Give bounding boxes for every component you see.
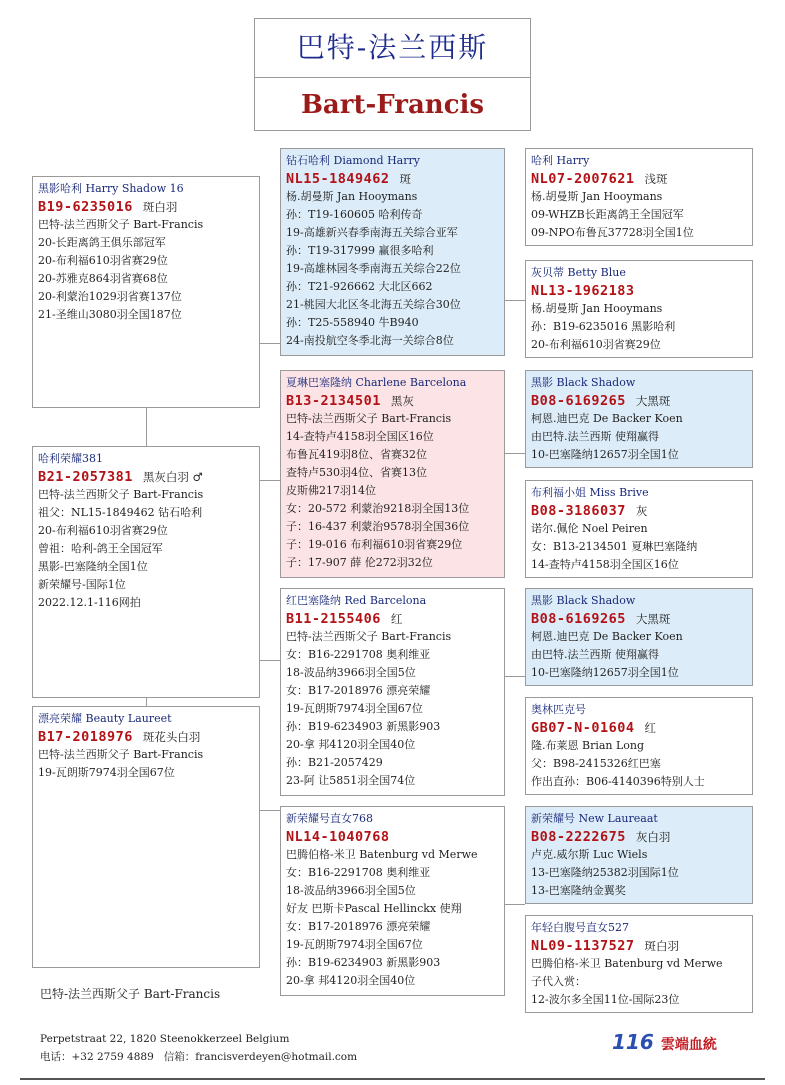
- info-line: 孙：T19-160605 哈利传奇: [286, 208, 423, 221]
- ring-number: NL14-1040768: [286, 829, 390, 845]
- ring-number: B11-2155406 红: [286, 611, 403, 627]
- info-line: 巴腾伯格-米卫 Batenburg vd Merwe: [286, 848, 478, 861]
- info-line: 布鲁瓦419羽8位、省赛32位: [286, 448, 427, 461]
- info-line: 由巴特.法兰西斯 使翔赢得: [531, 648, 659, 661]
- info-line: 20-长距离鸽王俱乐部冠军: [38, 236, 166, 249]
- dam-card: [32, 706, 260, 968]
- info-line: 19-瓦朗斯7974羽全国67位: [286, 702, 423, 715]
- info-line: 19-瓦朗斯7974羽全国67位: [38, 766, 175, 779]
- info-line: 隆.布莱恩 Brian Long: [531, 739, 645, 752]
- connector-line: [146, 408, 147, 446]
- ring-number: GB07-N-01604 红: [531, 720, 657, 736]
- info-line: 查特卢530羽4位、省赛13位: [286, 466, 427, 479]
- info-line: 曾祖：哈利-鸽王全国冠军: [38, 542, 163, 555]
- info-line: 柯恩.迪巴克 De Backer Koen: [531, 630, 683, 643]
- pigeon-name: 新荣耀号 New Laureaat: [531, 812, 658, 825]
- info-line: 女：B16-2291708 奥利维亚: [286, 866, 431, 879]
- info-line: 12-波尔多全国11位-国际23位: [531, 993, 680, 1006]
- ring-number: B13-2134501 黑灰: [286, 393, 414, 409]
- connector-line: [146, 698, 147, 706]
- connector-line: [260, 480, 280, 481]
- pigeon-name: 新荣耀号直女768: [286, 812, 373, 825]
- ring-number: NL07-2007621 浅斑: [531, 171, 668, 187]
- sss-card: [525, 148, 753, 246]
- info-line: 18-波品纳3966羽全国5位: [286, 666, 416, 679]
- info-line: 20-布利福610羽省赛29位: [531, 338, 661, 351]
- info-line: 孙：B19-6234903 新黑影903: [286, 956, 441, 969]
- info-line: 14-查特卢4158羽全国区16位: [286, 430, 434, 443]
- pigeon-name: 哈利 Harry: [531, 154, 590, 167]
- pigeon-name: 黑影 Black Shadow: [531, 376, 636, 389]
- info-line: 皮斯佛217羽14位: [286, 484, 376, 497]
- info-line: 杨.胡曼斯 Jan Hooymans: [286, 190, 418, 203]
- info-line: 24-南投航空冬季北海一关综合8位: [286, 334, 454, 347]
- ring-number: B21-2057381 黑灰白羽 ♂: [38, 469, 203, 485]
- pigeon-name: 奥林匹克号: [531, 703, 586, 716]
- ring-number: B17-2018976 斑花头白羽: [38, 729, 201, 745]
- info-line: 巴特-法兰西斯父子 Bart-Francis: [38, 748, 204, 761]
- ring-number: B19-6235016 斑白羽: [38, 199, 178, 215]
- info-line: 子代入赏：: [531, 975, 586, 988]
- info-line: 孙：B19-6235016 黑影哈利: [531, 320, 676, 333]
- info-line: 柯恩.迪巴克 De Backer Koen: [531, 412, 683, 425]
- info-line: 新荣耀号-国际1位: [38, 578, 126, 591]
- info-line: 13-巴塞隆纳金翼奖: [531, 884, 626, 897]
- title-box: [254, 18, 531, 131]
- pigeon-name: 漂亮荣耀 Beauty Laureet: [38, 712, 172, 725]
- pigeon-name: 年轻白腹号直女527: [531, 921, 629, 934]
- info-line: 20-布利福610羽省赛29位: [38, 524, 168, 537]
- info-line: 19-瓦朗斯7974羽全国67位: [286, 938, 423, 951]
- info-line: 09-NPO布鲁瓦37728羽全国1位: [531, 226, 694, 239]
- info-line: 诺尔.佩伦 Noel Peiren: [531, 522, 648, 535]
- connector-line: [505, 676, 525, 677]
- pigeon-name: 夏琳巴塞隆纳 Charlene Barcelona: [286, 376, 467, 389]
- info-line: 女：B17-2018976 漂亮荣耀: [286, 684, 431, 697]
- sdd-card: [525, 480, 753, 578]
- info-line: 巴腾伯格-米卫 Batenburg vd Merwe: [531, 957, 723, 970]
- sire-sire-card: [280, 148, 505, 356]
- info-line: 19-高雄新兴春季南海五关综合亚军: [286, 226, 458, 239]
- info-line: 作出直孙：B06-4140396特别人士: [531, 775, 705, 788]
- ring-number: NL13-1962183: [531, 283, 635, 299]
- pigeon-name: 黑影 Black Shadow: [531, 594, 636, 607]
- info-line: 子：17-907 薛 伦272羽32位: [286, 556, 433, 569]
- title-chinese: 巴特-法兰西斯: [255, 19, 530, 78]
- info-line: 19-高雄林园冬季南海五关综合22位: [286, 262, 461, 275]
- info-line: 20-苏雅克864羽省赛68位: [38, 272, 168, 285]
- info-line: 20-拿 邦4120羽全国40位: [286, 738, 416, 751]
- info-line: 子：16-437 利蒙治9578羽全国36位: [286, 520, 470, 533]
- info-line: 10-巴塞隆纳12657羽全国1位: [531, 666, 679, 679]
- dam-dam-card: [280, 806, 505, 996]
- info-line: 女：B13-2134501 夏琳巴塞隆纳: [531, 540, 698, 553]
- sds-card: [525, 370, 753, 468]
- pigeon-name: 布利福小姐 Miss Brive: [531, 486, 649, 499]
- info-line: 杨.胡曼斯 Jan Hooymans: [531, 190, 663, 203]
- title-english: Bart-Francis: [300, 90, 485, 120]
- ring-number: NL09-1137527 斑白羽: [531, 938, 680, 954]
- info-line: 20-利蒙治1029羽省赛137位: [38, 290, 182, 303]
- info-line: 杨.胡曼斯 Jan Hooymans: [531, 302, 663, 315]
- info-line: 孙：T21-926662 大北区662: [286, 280, 433, 293]
- logo: [612, 1030, 717, 1058]
- sire-dam-card: [280, 370, 505, 578]
- info-line: 卢克.威尔斯 Luc Wiels: [531, 848, 648, 861]
- pigeon-name: 黑影哈利 Harry Shadow 16: [38, 182, 184, 195]
- info-line: 孙：B19-6234903 新黑影903: [286, 720, 441, 733]
- info-line: 好友 巴斯卡Pascal Hellinckx 使翔: [286, 902, 462, 915]
- logo-number: 116: [612, 1030, 654, 1054]
- connector-line: [505, 453, 525, 454]
- info-line: 祖父：NL15-1849462 钻石哈利: [38, 506, 203, 519]
- info-line: 女：B16-2291708 奥利维亚: [286, 648, 431, 661]
- connector-line: [260, 660, 280, 661]
- sire-card: [32, 176, 260, 408]
- ddd-card: [525, 915, 753, 1013]
- info-line: 20-拿 邦4120羽全国40位: [286, 974, 416, 987]
- info-line: 21-圣维山3080羽全国187位: [38, 308, 182, 321]
- info-line: 孙：T19-317999 赢很多哈利: [286, 244, 434, 257]
- pigeon-name: 钻石哈利 Diamond Harry: [286, 154, 420, 167]
- pigeon-name: 红巴塞隆纳 Red Barcelona: [286, 594, 427, 607]
- pigeon-name: 哈利荣耀381: [38, 452, 103, 465]
- dds-card: [525, 806, 753, 904]
- pigeon-name: 灰贝蒂 Betty Blue: [531, 266, 626, 279]
- connector-line: [260, 343, 280, 344]
- dss-card: [525, 588, 753, 686]
- ring-number: NL15-1849462 斑: [286, 171, 412, 187]
- connector-line: [505, 904, 525, 905]
- info-line: 20-布利福610羽省赛29位: [38, 254, 168, 267]
- info-line: 13-巴塞隆纳25382羽国际1位: [531, 866, 679, 879]
- info-line: 18-波品纳3966羽全国5位: [286, 884, 416, 897]
- info-line: 由巴特.法兰西斯 使翔赢得: [531, 430, 659, 443]
- info-line: 23-阿 让5851羽全国74位: [286, 774, 416, 787]
- info-line: 父：B98-2415326红巴塞: [531, 757, 661, 770]
- info-line: 巴特-法兰西斯父子 Bart-Francis: [286, 412, 452, 425]
- connector-line: [260, 810, 280, 811]
- contact-info: 电话：+32 2759 4889 信箱：francisverdeyen@hotmail.com: [40, 1051, 358, 1063]
- info-line: 巴特-法兰西斯父子 Bart-Francis: [286, 630, 452, 643]
- dam-sire-card: [280, 588, 505, 796]
- info-line: 女：B17-2018976 漂亮荣耀: [286, 920, 431, 933]
- info-line: 子：19-016 布利福610羽省赛29位: [286, 538, 463, 551]
- address: Perpetstraat 22, 1820 Steenokkerzeel Belgium: [40, 1033, 290, 1045]
- ring-number: B08-3186037 灰: [531, 503, 648, 519]
- ring-number: B08-6169265 大黑斑: [531, 393, 671, 409]
- info-line: 14-查特卢4158羽全国区16位: [531, 558, 679, 571]
- info-line: 09-WHZB长距离鸽王全国冠军: [531, 208, 684, 221]
- info-line: 巴特-法兰西斯父子 Bart-Francis: [38, 218, 204, 231]
- logo-text: 雲端血統: [660, 1037, 717, 1053]
- info-line: 孙：B21-2057429: [286, 756, 383, 769]
- ring-number: B08-2222675 灰白羽: [531, 829, 671, 845]
- info-line: 2022.12.1-116网拍: [38, 596, 141, 609]
- footer-divider: [20, 1078, 765, 1080]
- ssd-card: [525, 260, 753, 358]
- info-line: 黑影-巴塞隆纳全国1位: [38, 560, 148, 573]
- info-line: 10-巴塞隆纳12657羽全国1位: [531, 448, 679, 461]
- info-line: 女：20-572 利蒙治9218羽全国13位: [286, 502, 470, 515]
- info-line: 21-桃园大北区冬北海五关综合30位: [286, 298, 461, 311]
- info-line: 孙：T25-558940 牛B940: [286, 316, 419, 329]
- subject-card: [32, 446, 260, 698]
- ring-number: B08-6169265 大黑斑: [531, 611, 671, 627]
- connector-line: [505, 300, 525, 301]
- owner-name: 巴特-法兰西斯父子 Bart-Francis: [40, 987, 221, 1001]
- dsd-card: [525, 697, 753, 795]
- info-line: 巴特-法兰西斯父子 Bart-Francis: [38, 488, 204, 501]
